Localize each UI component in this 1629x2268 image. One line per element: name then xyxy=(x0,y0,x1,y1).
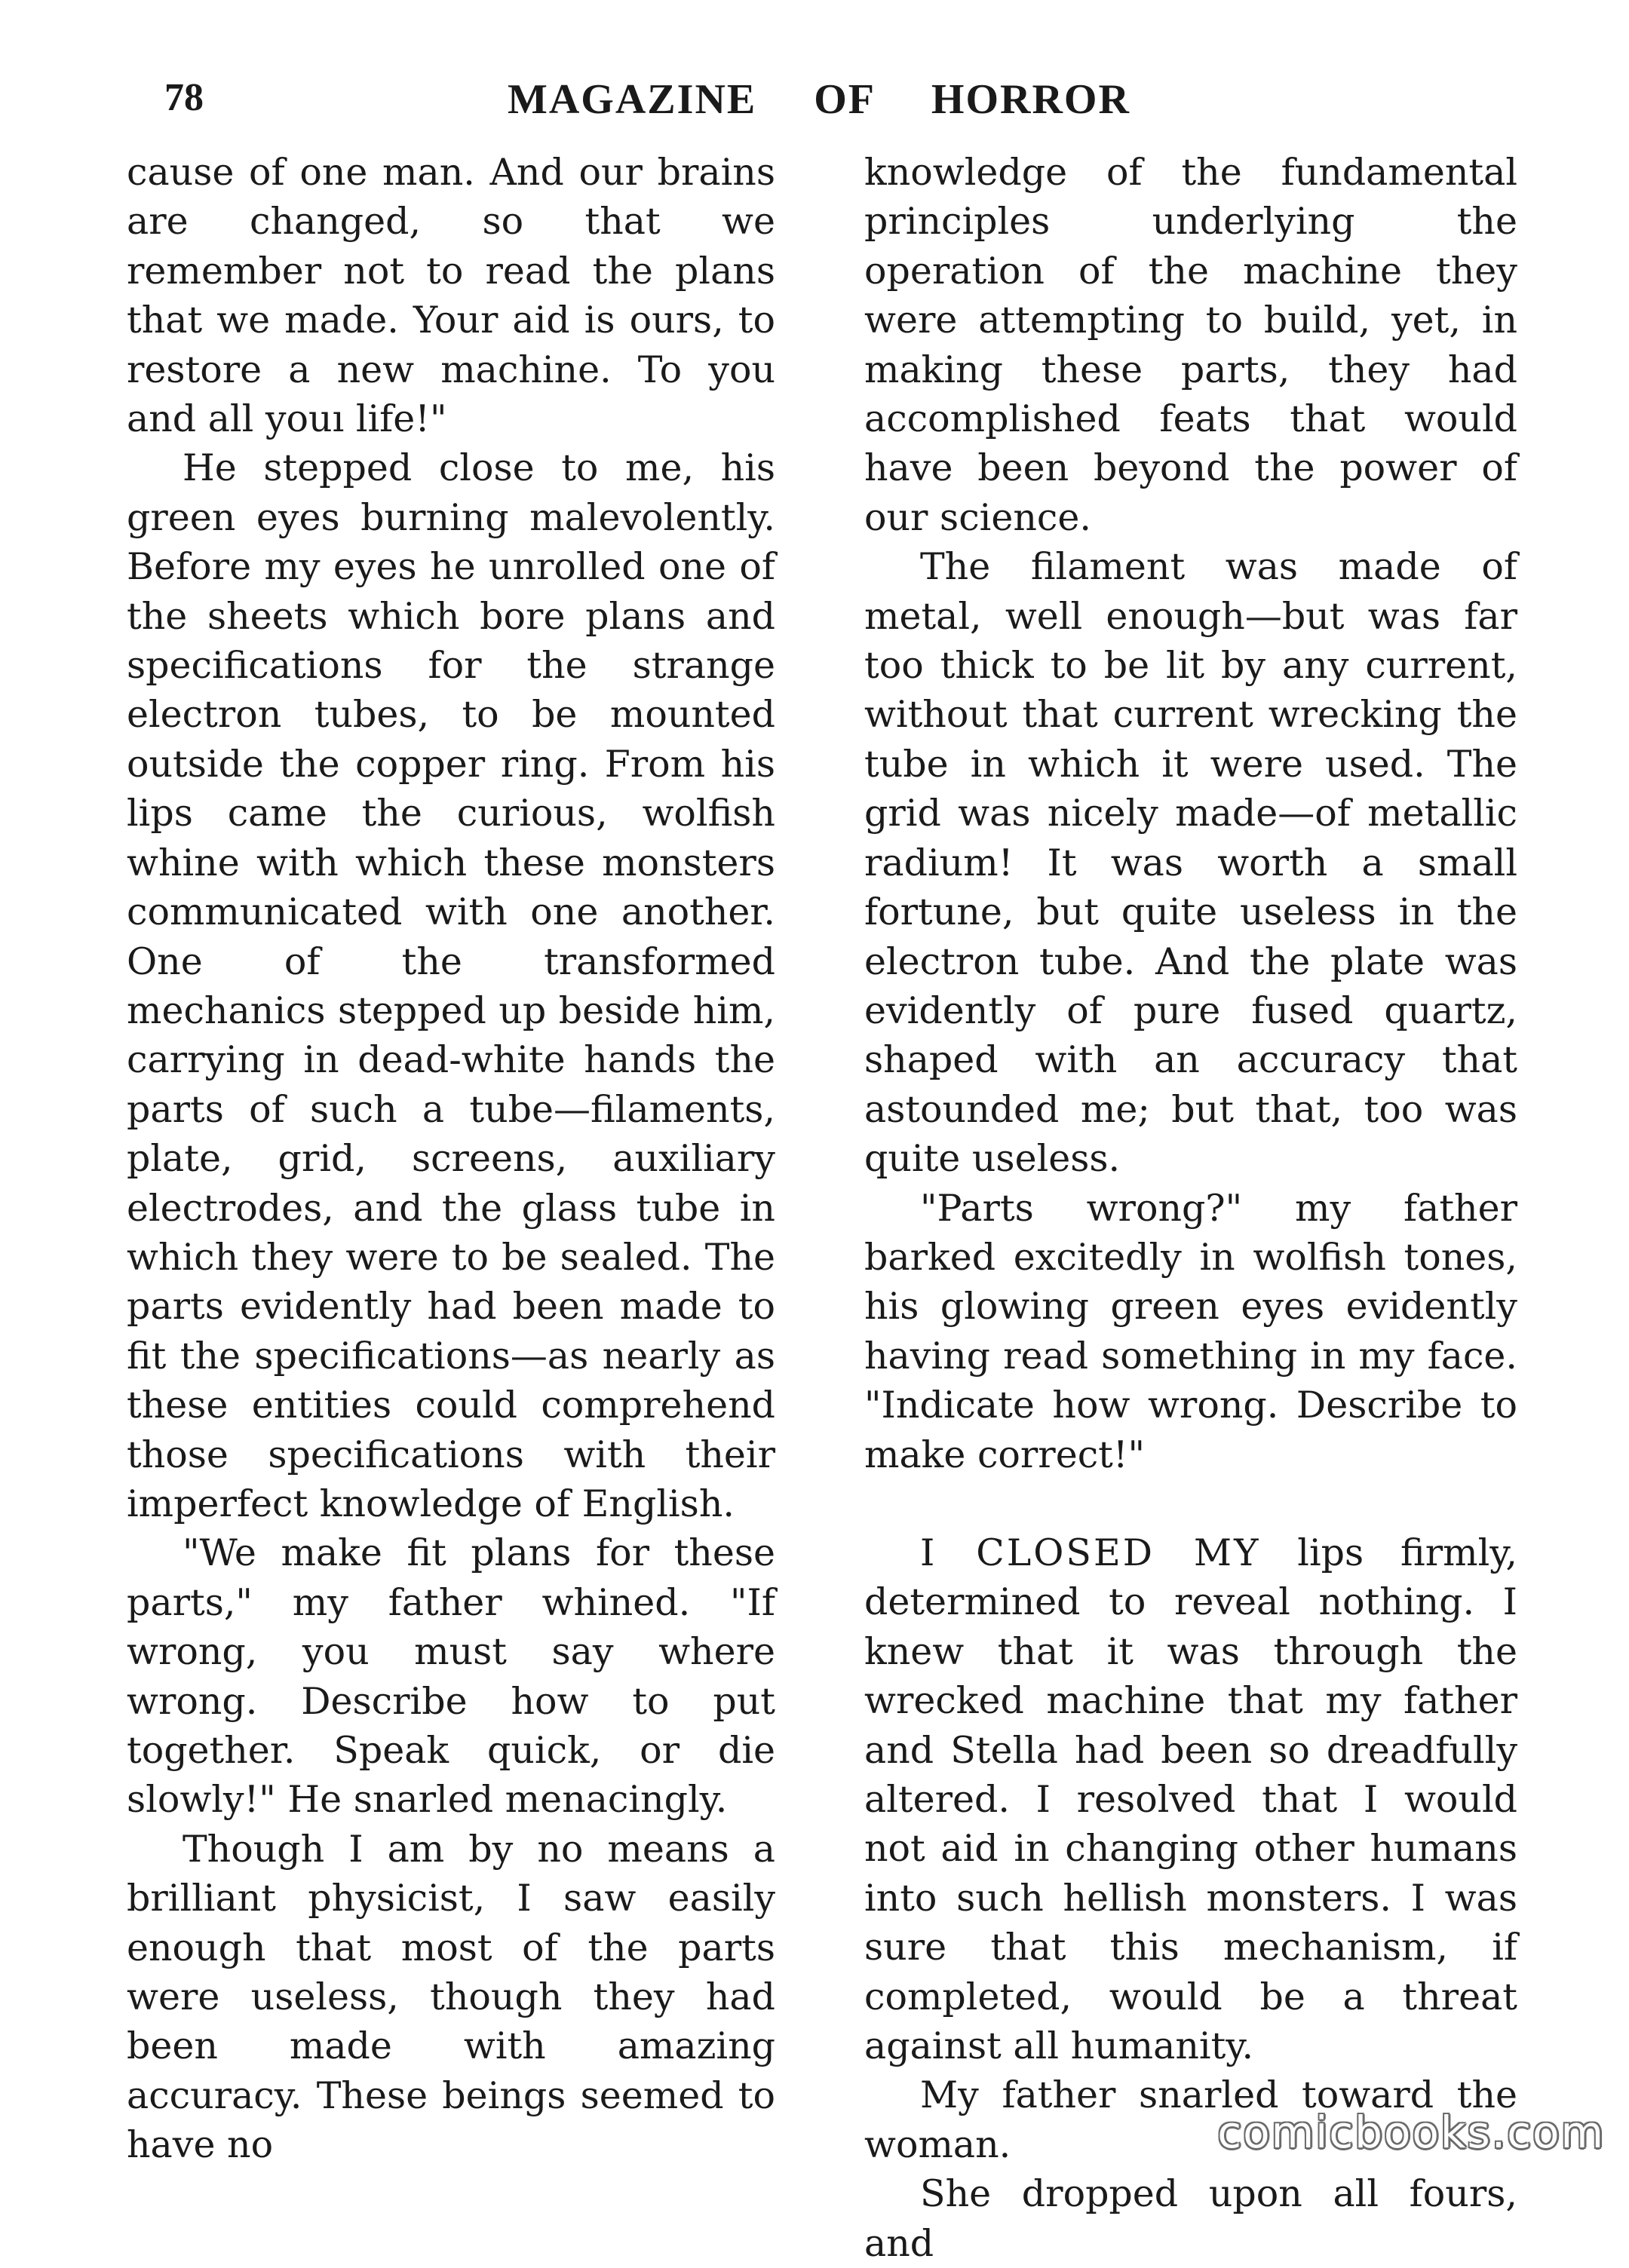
right-column xyxy=(864,148,1517,2268)
paragraph: She dropped upon all fours, and xyxy=(864,2172,1517,2265)
paragraph: "We make fit plans for these parts," my father whined. "If wrong, you must say where wrong. Describe how to put together. Speak quick, or die slowly!" He snarled menacingly. xyxy=(127,1531,775,1822)
page-header xyxy=(127,75,1517,128)
paragraph: cause of one man. And our brains are changed, so that we remember not to read the plans that we made. Your aid is ours, to restore a new machine. To you and all youı life!" xyxy=(127,151,775,441)
paragraph: knowledge of the fundamental principles underlying the operation of the machine they were attempting to build, yet, in making these parts, they had accomplished feats that would have been beyond the power of our science. xyxy=(864,151,1517,539)
page-number: 78 xyxy=(164,76,204,119)
paragraph: "Parts wrong?" my father barked excitedly in wolfish tones, his glowing green eyes evidently having read something in my face. "Indicate how wrong. Describe to make correct!" xyxy=(864,1186,1517,1476)
watermark: comicbooks.com xyxy=(1217,2107,1605,2158)
running-title: MAGAZINE OF HORROR xyxy=(508,76,1130,123)
paragraph: Though I am by no means a brilliant physicist, I saw easily enough that most of the parts were useless, though they had been made with amazing accuracy. These beings seemed to have no xyxy=(127,1827,775,2167)
section-lead-in: I CLOSED MY xyxy=(920,1531,1261,1574)
paragraph: The filament was made of metal, well enough—but was far too thick to be lit by any current, without that current wrecking the tube in which it were used. The grid was nicely made—of metallic radium! It was worth a small fortune, but quite useless in the electron tube. And the plate was evidently of pure fused quartz, shaped with an accuracy that astounded me; but that, too was quite useless. xyxy=(864,545,1517,1181)
left-column xyxy=(127,148,775,2170)
section-break xyxy=(864,1479,1517,1528)
section-first-paragraph xyxy=(864,1528,1517,2070)
section-paragraph-rest: lips firmly, determined to reveal nothing. I knew that it was through the wrecked machine that my father and Stella had been so dreadfully altered. I resolved that I would not aid in changing other humans into such hellish monsters. I was sure that this mechanism, if completed, would be a threat against all humanity. xyxy=(864,1531,1518,2068)
paragraph: He stepped close to me, his green eyes burning malevolently. Before my eyes he unrolled one of the sheets which bore plans and specifications for the strange electron tubes, to be mounted outside the copper ring. From his lips came the curious, wolfish whine with which these monsters communicated with one another. One of the transformed mechanics stepped up beside him, carrying in dead-white hands the parts of such a tube—filaments, plate, grid, screens, auxiliary electrodes, and the glass tube in which they were to be sealed. The parts evidently had been made to fit the specifications—as nearly as these entities could comprehend those specifications with their imperfect knowledge of English. xyxy=(127,446,775,1525)
paragraph: My father snarled toward the woman. xyxy=(864,2073,1517,2166)
